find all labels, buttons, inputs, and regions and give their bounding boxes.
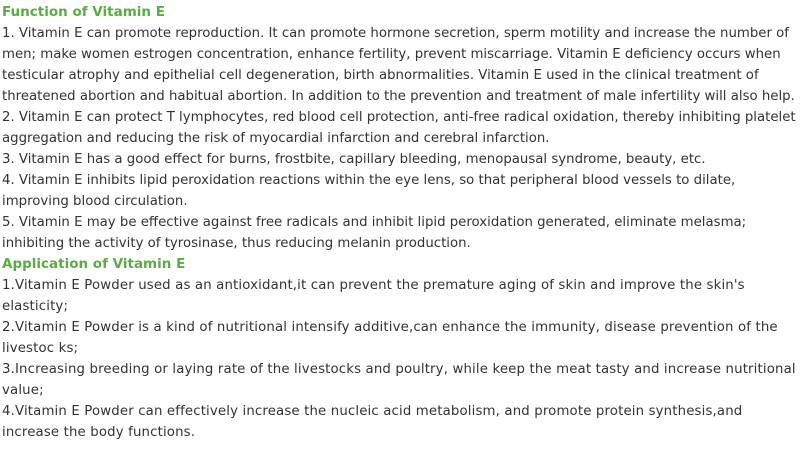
function-item-5: 5. Vitamin E may be effective against free radicals and inhibit lipid peroxidation generated, eliminate melasma; inhibiting the activity of tyrosinase, thus reducing melanin production. (2, 215, 747, 251)
application-item-1: 1.Vitamin E Powder used as an antioxidant,it can prevent the premature aging of skin and improve the skin's elasticity; (2, 278, 745, 314)
function-item-3: 3. Vitamin E has a good effect for burns, frostbite, capillary bleeding, menopausal syndrome, beauty, etc. (2, 152, 706, 167)
application-item-2: 2.Vitamin E Powder is a kind of nutritional intensify additive,can enhance the immunity, disease prevention of the livestoc ks; (2, 320, 778, 356)
function-item-1: 1. Vitamin E can promote reproduction. It can promote hormone secretion, sperm motility and increase the number of men; make women estrogen concentration, enhance fertility, prevent miscarriage. Vitamin E deficiency occurs when testicular atrophy and epithelial cell degeneration, birth abnormalities. Vitamin E used in the clinical treatment of threatened abortion and habitual abortion. In addition to the prevention and treatment of male infertility will also help. (2, 26, 795, 104)
application-heading: Application of Vitamin E (2, 256, 186, 272)
function-heading: Function of Vitamin E (2, 4, 165, 20)
application-item-3: 3.Increasing breeding or laying rate of the livestocks and poultry, while keep the meat tasty and increase nutritional value; (2, 362, 796, 398)
function-item-4: 4. Vitamin E inhibits lipid peroxidation reactions within the eye lens, so that peripheral blood vessels to dilate, improving blood circulation. (2, 173, 736, 209)
application-item-4: 4.Vitamin E Powder can effectively increase the nucleic acid metabolism, and promote protein synthesis,and increase the body functions. (2, 404, 743, 440)
function-item-2: 2. Vitamin E can protect T lymphocytes, red blood cell protection, anti-free radical oxidation, thereby inhibiting platelet aggregation and reducing the risk of myocardial infarction and cerebral infarction. (2, 110, 796, 146)
